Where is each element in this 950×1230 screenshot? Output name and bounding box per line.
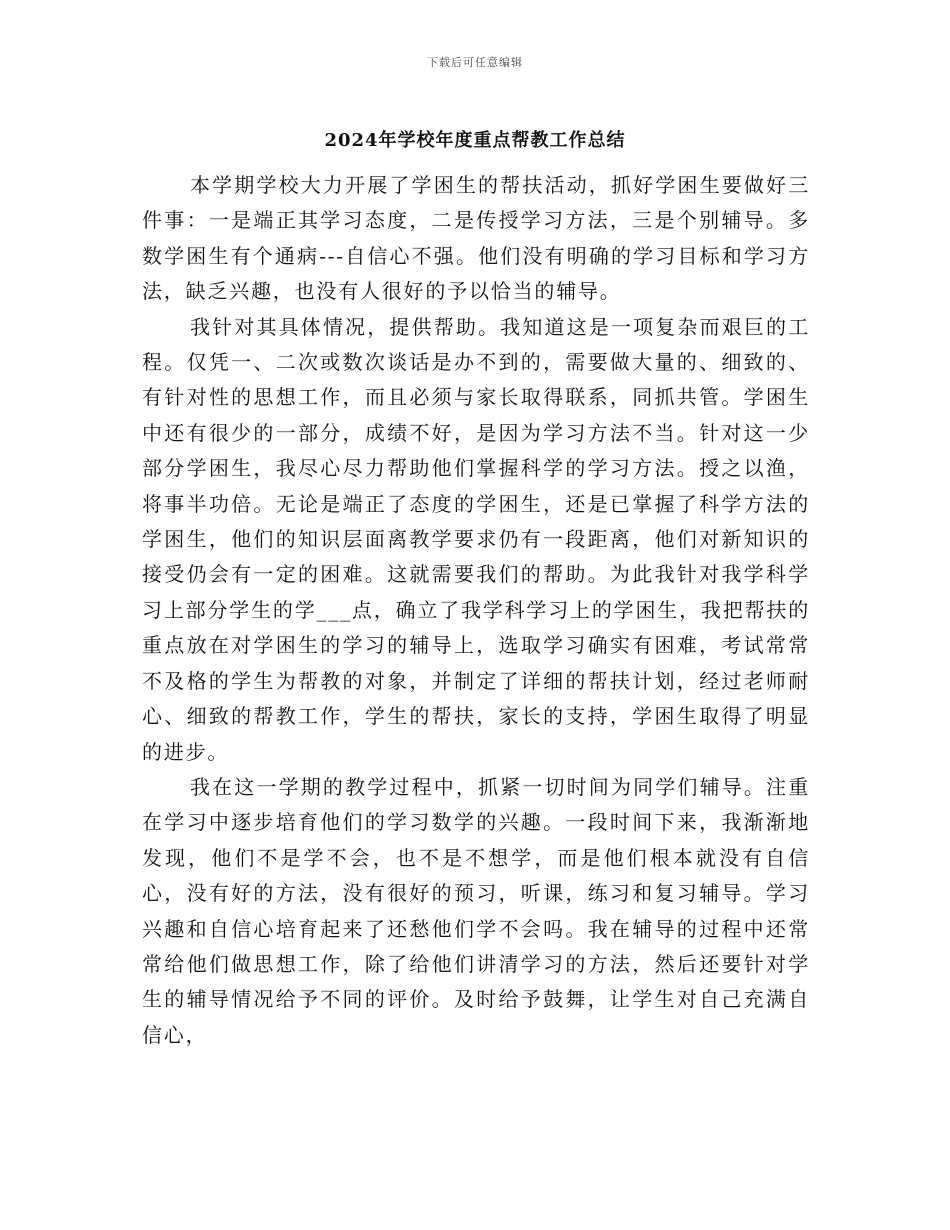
document-title: 2024年学校年度重点帮教工作总结 (324, 130, 626, 151)
header-note: 下载后可任意编辑 (427, 56, 523, 69)
paragraph-2: 我针对其具体情况，提供帮助。我知道这是一项复杂而艰巨的工程。仅凭一、二次或数次谈话是办不到的，需要做大量的、细致的、有针对性的思想工作，而且必须与家长取得联系，同抓共管。学困生中还有很少的一部分，成绩不好，是因为学习方法不当。针对这一少部分学困生，我尽心尽力帮助他们掌握科学的学习方法。授之以渔，将事半功倍。无论是端正了态度的学困生，还是已掌握了科学方法的学困生，他们的知识层面离教学要求仍有一段距离，他们对新知识的接受仍会有一定的困难。这就需要我们的帮助。为此我针对我学科学习上部分学生的学___点，确立了我学科学习上的学困生，我把帮扶的重点放在对学困生的学习的辅导上，选取学习确实有困难，考试常常不及格的学生为帮教的对象，并制定了详细的帮扶计划，经过老师耐心、细致的帮教工作，学生的帮扶，家长的支持，学困生取得了明显的进步。 (142, 314, 810, 764)
paragraph-3: 我在这一学期的教学过程中，抓紧一切时间为同学们辅导。注重在学习中逐步培育他们的学习数学的兴趣。一段时间下来，我渐渐地发现，他们不是学不会，也不是不想学，而是他们根本就没有自信心，没有好的方法，没有很好的预习，听课，练习和复习辅导。学习兴趣和自信心培育起来了还愁他们学不会吗。我在辅导的过程中还常常给他们做思想工作，除了给他们讲清学习的方法，然后还要针对学生的辅导情况给予不同的评价。及时给予鼓舞，让学生对自己充满自信心， (142, 774, 810, 1047)
paragraph-1: 本学期学校大力开展了学困生的帮扶活动，抓好学困生要做好三件事：一是端正其学习态度，二是传授学习方法，三是个别辅导。多数学困生有个通病---自信心不强。他们没有明确的学习目标和学习方法，缺乏兴趣，也没有人很好的予以恰当的辅导。 (142, 173, 810, 304)
document-body (142, 168, 810, 1053)
